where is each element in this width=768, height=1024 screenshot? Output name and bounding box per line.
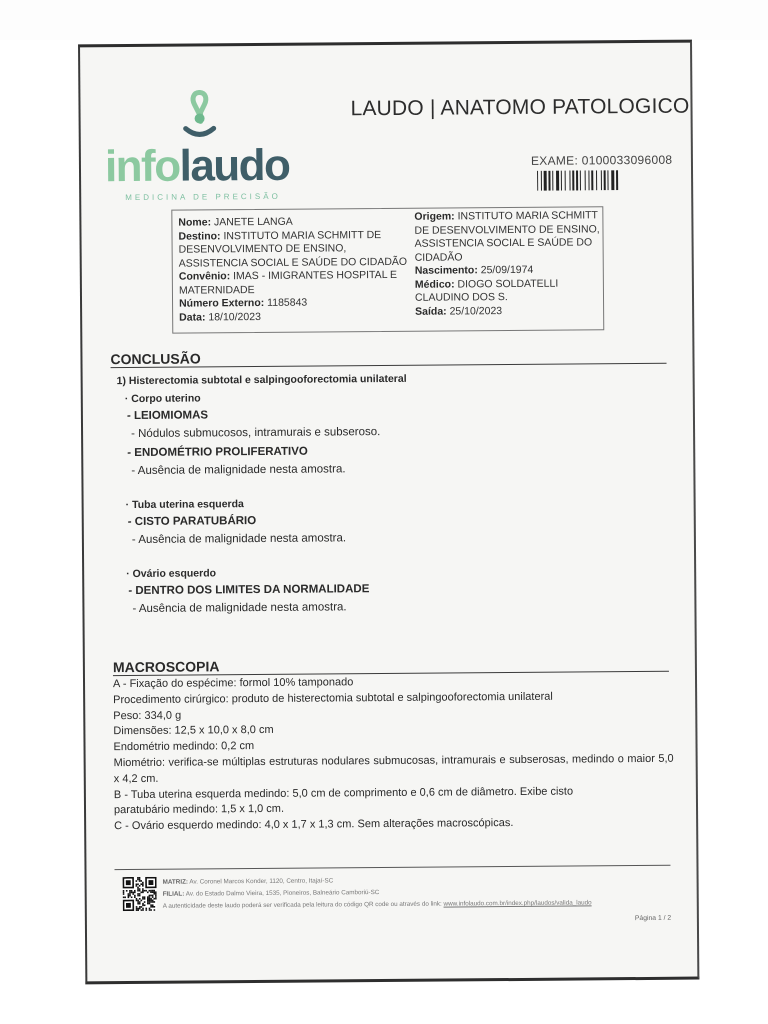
value-nome: JANETE LANGA	[213, 215, 293, 229]
field-data	[179, 309, 411, 324]
conclusao-cisto-desc: - Ausência de malignidade nesta amostra.	[131, 532, 347, 547]
macro-line-dimensoes: Dimensões: 12,5 x 10,0 x 8,0 cm	[113, 724, 274, 738]
report-title: LAUDO | ANATOMO PATOLOGICO	[350, 94, 690, 121]
value-destino: INSTITUTO MARIA SCHMITT DE DESENVOLVIMENTO DE ENSINO, ASSISTENCIA SOCIAL E SAÚDE DO CIDADÃO	[178, 228, 408, 270]
infolaudo-logo-mark-icon	[179, 88, 219, 146]
conclusao-leiomiomas: - LEIOMIOMAS	[126, 409, 209, 423]
logo-word-laudo: laudo	[179, 140, 290, 191]
exam-number: EXAME: 0100033096008	[530, 152, 673, 168]
field-destino	[178, 228, 410, 270]
footer-matriz-address: Av. Coronel Marcos Konder, 1120, Centro, Itajaí-SC	[189, 877, 334, 886]
footer-divider	[114, 865, 670, 870]
page-background	[0, 0, 768, 40]
label-numero-externo: Número Externo:	[179, 296, 265, 310]
report-sheet	[78, 40, 699, 985]
value-saida: 25/10/2023	[449, 304, 503, 318]
label-medico: Médico:	[414, 277, 455, 291]
value-medico: DIOGO SOLDATELLI CLAUDINO DOS S.	[414, 277, 559, 304]
qr-code-icon[interactable]	[123, 877, 157, 911]
value-origem: INSTITUTO MARIA SCHMITT DE DESENVOLVIMENTO DE ENSINO, ASSISTENCIA SOCIAL E SAÚDE DO CIDADÃO	[414, 209, 600, 264]
footer-matriz-label: MATRIZ:	[162, 878, 189, 886]
field-convenio	[179, 269, 411, 298]
macroscopia-body	[113, 673, 674, 835]
field-origem	[414, 209, 600, 264]
conclusao-corpo-uterino: · Corpo uterino	[124, 392, 201, 406]
patient-info-left	[178, 215, 411, 325]
conclusao-cisto: - CISTO PARATUBÁRIO	[127, 515, 257, 529]
footer-authenticity-text: A autenticidade deste laudo poderá ser verificada pela leitura do código QR code ou através do link:	[162, 900, 442, 910]
conclusao-tuba: · Tuba uterina esquerda	[125, 498, 244, 512]
value-numero-externo: 1185843	[267, 296, 308, 309]
macro-line-ovario: C - Ovário esquerdo medindo: 4,0 x 1,7 x 1,3 cm. Sem alterações macroscópicas.	[114, 817, 514, 833]
label-nome: Nome:	[178, 216, 212, 229]
field-saida	[415, 304, 601, 319]
footer-filial-address: Av. do Estado Dalmo Vieira, 1535, Pioneiros, Balneário Camboriú-SC	[185, 889, 380, 898]
conclusao-item-title: 1) Histerectomia subtotal e salpingooforectomia unilateral	[116, 372, 407, 388]
footer-filial	[163, 889, 380, 898]
barcode	[537, 170, 657, 191]
field-nascimento	[415, 263, 601, 278]
logo-word-info: info	[104, 141, 180, 192]
logo-tagline: MEDICINA DE PRECISÃO	[125, 191, 281, 203]
label-convenio: Convênio:	[178, 270, 231, 283]
conclusao-normalidade-desc: - Ausência de malignidade nesta amostra.	[132, 601, 347, 616]
macro-line-cisto: paratubário medindo: 1,5 x 1,0 cm.	[113, 803, 285, 817]
conclusao-body	[116, 369, 657, 616]
conclusao-leiomiomas-desc: - Nódulos submucosos, intramurais e subseroso.	[131, 426, 381, 441]
patient-info-box	[171, 206, 604, 333]
label-nascimento: Nascimento:	[414, 264, 478, 277]
footer-matriz	[163, 877, 334, 885]
patient-info-right	[414, 209, 601, 318]
conclusao-ovario: · Ovário esquerdo	[126, 567, 217, 581]
label-origem: Origem:	[414, 210, 455, 223]
footer-authenticity	[163, 899, 592, 909]
macro-line-endometrio: Endométrio medindo: 0,2 cm	[113, 740, 255, 754]
footer-validation-link[interactable]: www.infolaudo.com.br/index.php/laudos/valida_laudo	[443, 899, 592, 908]
label-data: Data:	[179, 310, 206, 324]
macroscopia-title: MACROSCOPIA	[112, 658, 220, 676]
macro-line-miometrio: Miométrio: verifica-se múltiplas estruturas nodulares submucosas, intramurais e subserosas, medindo o maior 5,0 x 4,2 cm.	[113, 752, 674, 785]
macro-line-peso: Peso: 334,0 g	[113, 709, 182, 722]
logo-wordmark	[104, 140, 290, 192]
macro-line-tuba: B - Tuba uterina esquerda medindo: 5,0 cm de comprimento e 0,6 cm de diâmetro. Exibe cisto	[113, 785, 574, 801]
conclusao-endometrio: - ENDOMÉTRIO PROLIFERATIVO	[127, 445, 308, 460]
infolaudo-logo	[104, 88, 295, 207]
footer-filial-label: FILIAL:	[162, 890, 185, 898]
conclusao-endometrio-desc: - Ausência de malignidade nesta amostra.	[131, 463, 346, 478]
page-number: Página 1 / 2	[634, 914, 672, 923]
value-nascimento: 25/09/1974	[480, 263, 534, 277]
conclusao-title: CONCLUSÃO	[110, 350, 201, 368]
macro-line-fixacao: A - Fixação do espécime: formol 10% tamponado	[112, 676, 354, 691]
value-convenio: IMAS - IMIGRANTES HOSPITAL E MATERNIDADE	[178, 268, 398, 297]
label-saida: Saída:	[415, 305, 447, 318]
field-medico	[415, 277, 601, 305]
value-data: 18/10/2023	[208, 310, 261, 323]
conclusao-normalidade: - DENTRO DOS LIMITES DA NORMALIDADE	[128, 583, 370, 598]
label-destino: Destino:	[178, 229, 221, 243]
macro-line-procedimento: Procedimento cirúrgico: produto de histerectomia subtotal e salpingooforectomia unilateral	[113, 690, 553, 706]
